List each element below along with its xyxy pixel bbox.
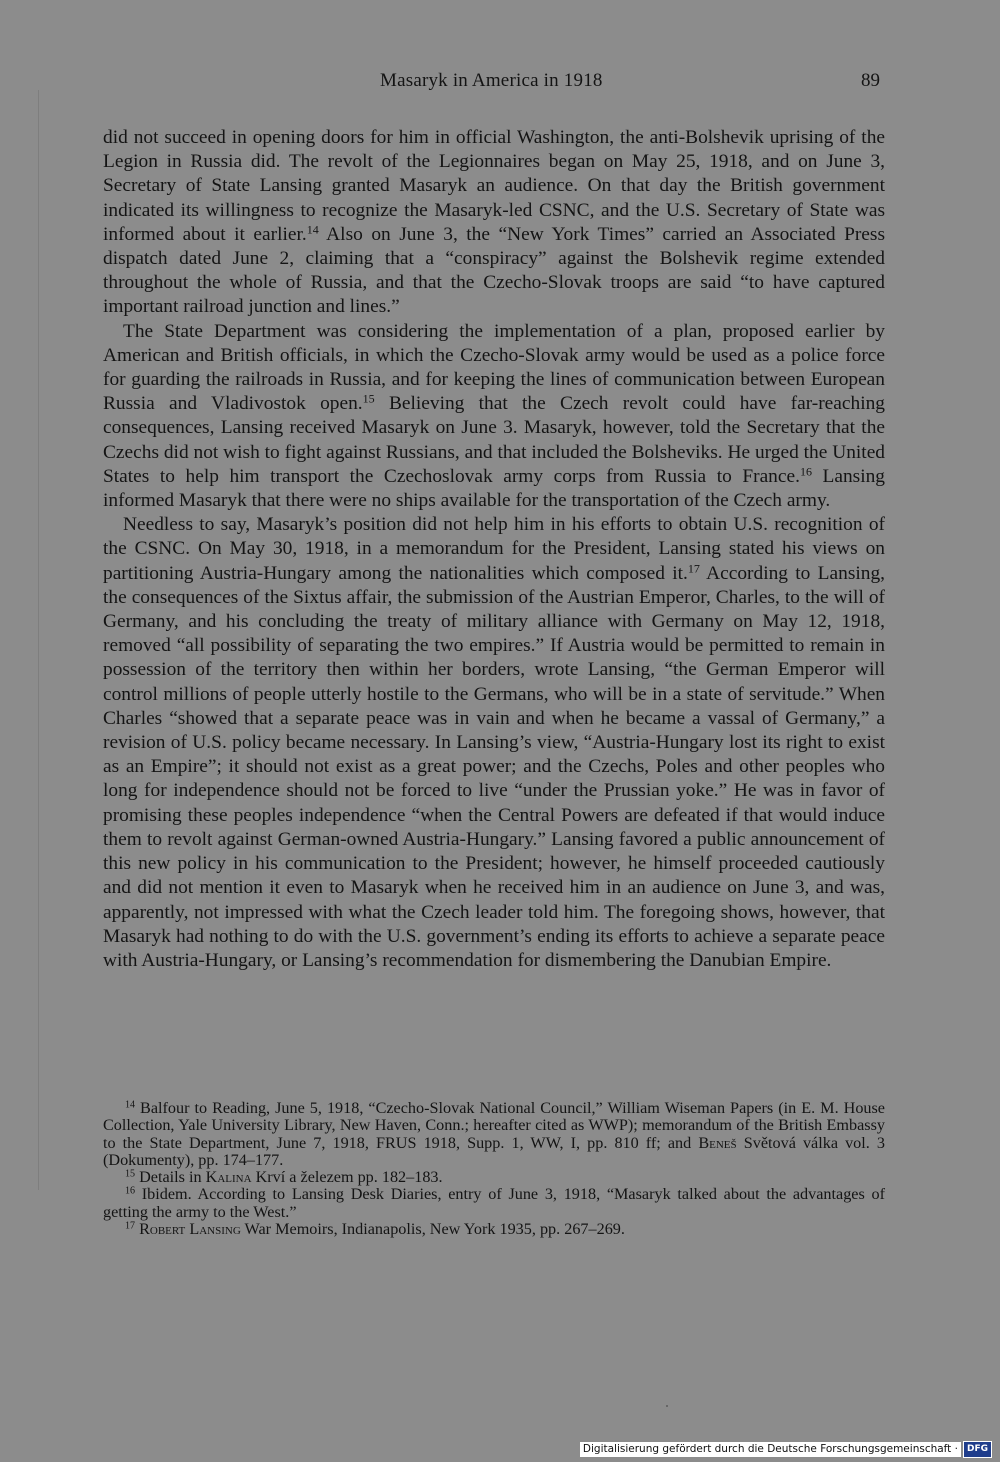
running-head xyxy=(0,70,1000,96)
text-run: Believing that the Czech revolt could have far-reaching consequences, Lansing received Masaryk on June 3. Masaryk, however, told the Secretary that the Czechs did not wish to fight against Russians, and that included the Bolsheviks. He urged the United States to help him transport the Czechoslovak army corps from Russia to France. xyxy=(103,393,885,487)
footnote-number: 17 xyxy=(125,1220,136,1232)
footnote-ref-17: 17 xyxy=(687,561,700,576)
dfg-logo-icon: DFG xyxy=(963,1441,992,1458)
footnote-14 xyxy=(103,1100,885,1169)
footnote-text: Balfour to Reading, June 5, 1918, “Czecho-Slovak National Council,” William Wiseman Papers (in E. M. House Collection, Yale University Library, New Haven, Conn.; hereafter cited as WWP); memorandum of the British Embassy to the State Department, June 7, 1918, FRUS 1918, Supp. 1, WW, I, pp. 810 ff; and xyxy=(103,1099,885,1152)
footnote-text: War Memoirs, Indianapolis, New York 1935, pp. 267–269. xyxy=(240,1220,625,1239)
footnote-author: Kalina xyxy=(205,1168,252,1187)
footnote-15 xyxy=(103,1169,885,1186)
footnote-16 xyxy=(103,1186,885,1221)
footnote-ref-14: 14 xyxy=(306,222,319,237)
footnote-17 xyxy=(103,1221,885,1238)
paragraph-2 xyxy=(103,320,885,514)
text-run: did not succeed in opening doors for him in official Washington, the anti-Bolshevik uprising of the Legion in Russia did. The revolt of the Legionnaires began on May 25, 1918, and on June 3, Secretary of State Lansing granted Masaryk an audience. On that day the British government indicated its willingness to recognize the Masaryk-led CSNC, and the U.S. Secretary of State was informed about it earlier. xyxy=(103,127,885,245)
page-edge-shadow xyxy=(38,90,39,1190)
footnote-number: 16 xyxy=(125,1185,136,1197)
text-run: Needless to say, Masaryk’s position did not help him in his efforts to obtain U.S. recognition of the CSNC. On May 30, 1918, in a memorandum for the President, Lansing stated his views on partitioning Austria-Hungary among the nationalities which composed it. xyxy=(103,514,885,584)
footnote-ref-15: 15 xyxy=(362,391,375,406)
digitization-footer xyxy=(580,1441,992,1457)
text-run: Lansing informed Masaryk that there were no ships available for the transportation of the Czech army. xyxy=(103,465,885,512)
footnote-text: Krví a železem pp. 182–183. xyxy=(251,1168,443,1187)
footnote-author: Beneš xyxy=(698,1133,737,1152)
footnote-author: Robert Lansing xyxy=(139,1220,241,1239)
paragraph-3 xyxy=(103,513,885,973)
footnotes xyxy=(103,1100,885,1238)
text-run: Also on June 3, the “New York Times” carried an Associated Press dispatch dated June 2, claiming that a “conspiracy” against the Bolshevik regime extended throughout the whole of Russia, and that the Czecho-Slovak troops are said “to have captured important railroad junction and lines.” xyxy=(103,223,886,318)
footnote-number: 14 xyxy=(125,1099,136,1111)
footnote-ref-16: 16 xyxy=(799,464,812,479)
page-number: 89 xyxy=(861,70,880,91)
footnote-text: Světová válka vol. 3 (Dokumenty), pp. 174–177. xyxy=(103,1133,885,1169)
footnote-number: 15 xyxy=(125,1168,136,1180)
paragraph-1 xyxy=(103,126,885,320)
scan-speck xyxy=(666,1405,668,1407)
funding-credit: Digitalisierung gefördert durch die Deutsche Forschungsgemeinschaft · xyxy=(580,1442,961,1457)
text-run: According to Lansing, the consequences of the Sixtus affair, the submission of the Austrian Emperor, Charles, to the will of Germany, and his concluding the treaty of military alliance with Germany on May 12, 1918, removed “all possibility of separating the two empires.” If Austria would be permitted to remain in possession of the territory then within her borders, wrote Lansing, “the German Emperor will control millions of people utterly hostile to the Germans, who will be in a state of servitude.” When Charles “showed that a separate peace was in vain and when he became a vassal of Germany,” a revision of U.S. policy became necessary. In Lansing’s view, “Austria-Hungary lost its right to exist as an Empire”; it should not exist as a great power; and the Czechs, Poles and other peoples who long for independence should not be forced to live “under the Prussian yoke.” He was in favor of promising these peoples independence “when the Central Powers are defeated if that would induce them to revolt against German-owned Austria-Hungary.” Lansing favored a public announcement of this new policy in his communication to the President; however, he himself proceeded cautiously and did not mention it even to Masaryk when he received him in an audience on June 3, and was, apparently, not impressed with what the Czech leader told him. The foregoing shows, however, that Masaryk had nothing to do with the U.S. government’s ending its efforts to achieve a separate peace with Austria-Hungary, or Lansing’s recommendation for dismembering the Danubian Empire. xyxy=(103,562,886,971)
footnote-text: Ibidem. According to Lansing Desk Diaries, entry of June 3, 1918, “Masaryk talked about the advantages of getting the army to the West.” xyxy=(103,1185,885,1221)
footnote-text: Details in xyxy=(135,1168,206,1187)
text-run: The State Department was considering the implementation of a plan, proposed earlier by American and British officials, in which the Czecho-Slovak army would be used as a police force for guarding the railroads in Russia, and for keeping the lines of communication between European Russia and Vladivostok open. xyxy=(103,320,885,415)
body-text xyxy=(103,126,885,973)
running-head-title: Masaryk in America in 1918 xyxy=(380,70,603,91)
